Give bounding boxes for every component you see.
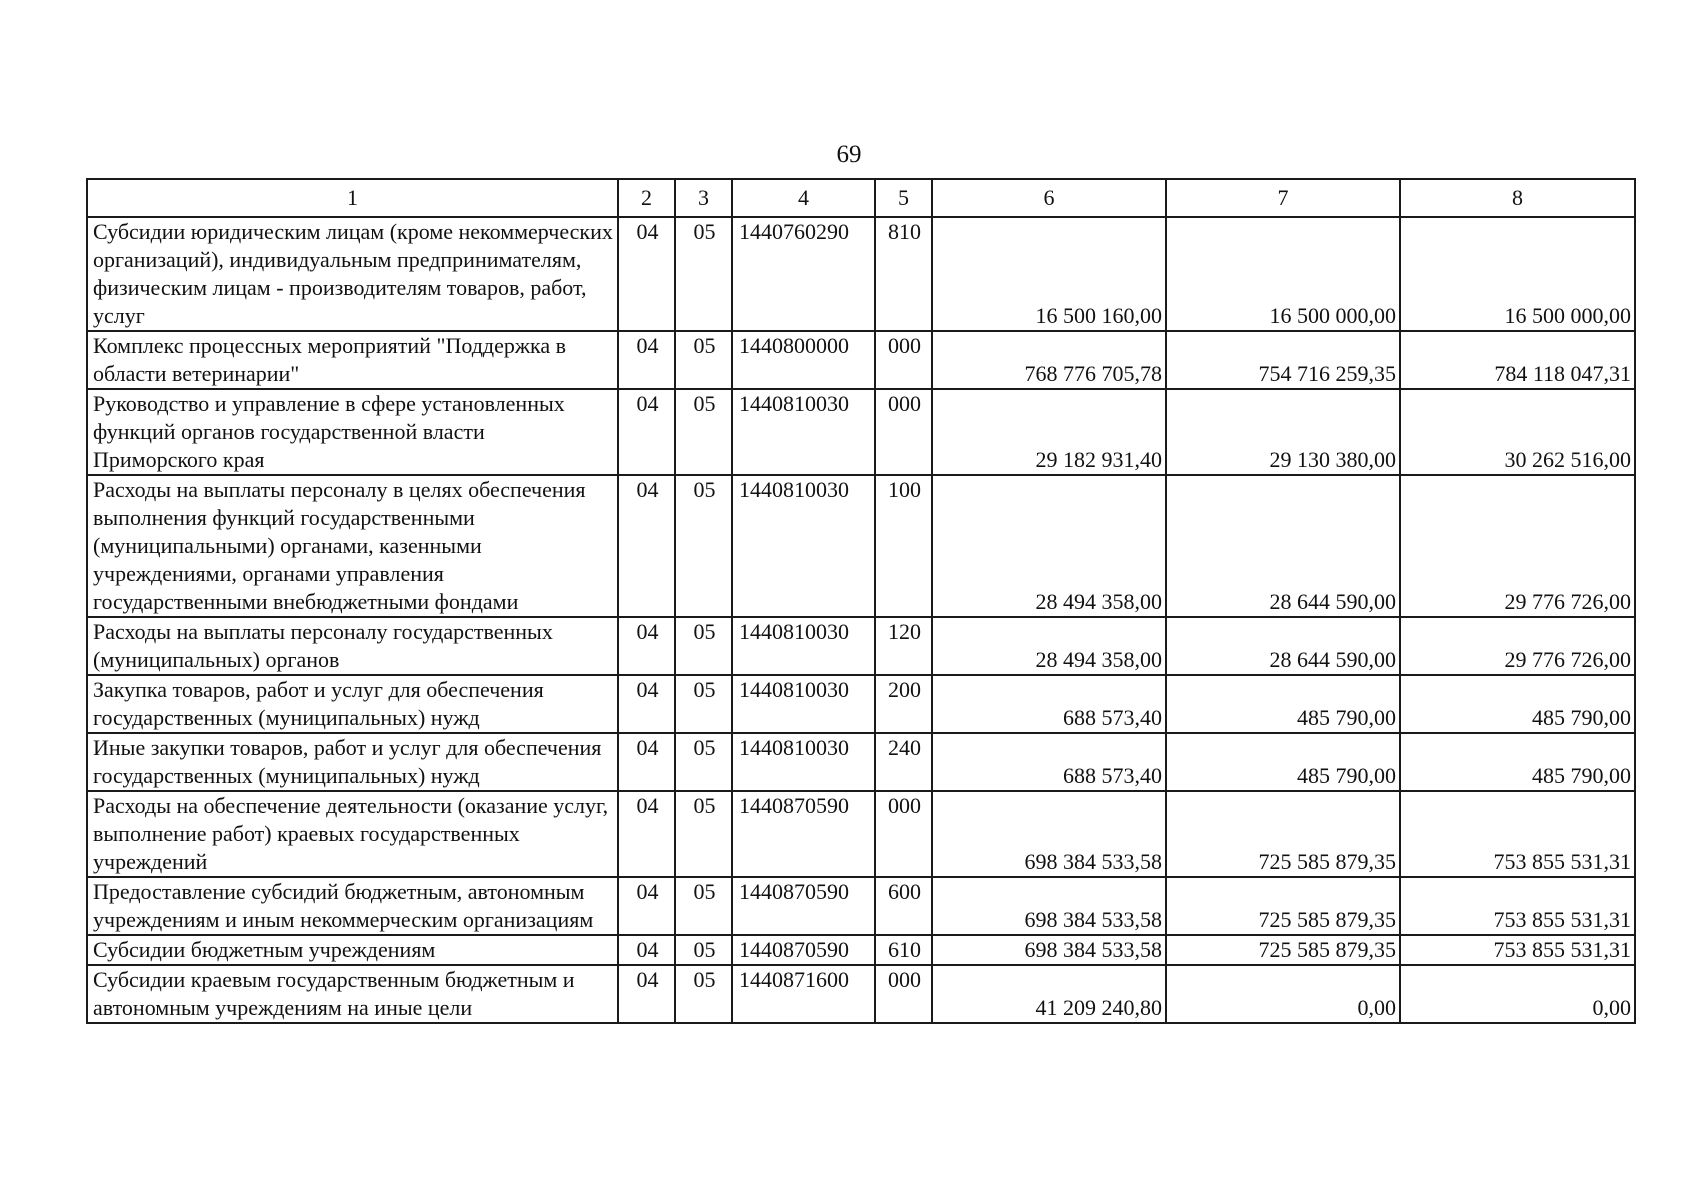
- section-code-cell: 04: [618, 475, 675, 617]
- expense-name-cell: Расходы на выплаты персоналу государственных (муниципальных) органов: [87, 617, 618, 675]
- target-article-cell: 1440810030: [732, 475, 875, 617]
- table-row: [87, 733, 1635, 791]
- subsection-code-cell: 05: [675, 217, 732, 331]
- expense-name-cell: Руководство и управление в сфере установленных функций органов государственной власти Приморского края: [87, 389, 618, 475]
- sum-col-7-cell: 28 644 590,00: [1166, 475, 1400, 617]
- table-row: [87, 217, 1635, 331]
- expense-name-cell: Закупка товаров, работ и услуг для обеспечения государственных (муниципальных) нужд: [87, 675, 618, 733]
- expense-type-cell: 000: [875, 331, 932, 389]
- sum-col-7-cell: 28 644 590,00: [1166, 617, 1400, 675]
- table-row: [87, 965, 1635, 1023]
- section-code-cell: 04: [618, 733, 675, 791]
- target-article-cell: 1440870590: [732, 791, 875, 877]
- sum-col-6-cell: 688 573,40: [932, 733, 1166, 791]
- sum-col-7-cell: 0,00: [1166, 965, 1400, 1023]
- section-code-cell: 04: [618, 935, 675, 965]
- table-row: [87, 389, 1635, 475]
- page-number: 69: [836, 141, 862, 168]
- section-code-cell: 04: [618, 877, 675, 935]
- header-cell-8: 8: [1400, 179, 1635, 217]
- sum-col-8-cell: 29 776 726,00: [1400, 475, 1635, 617]
- sum-col-6-cell: 16 500 160,00: [932, 217, 1166, 331]
- sum-col-7-cell: 485 790,00: [1166, 675, 1400, 733]
- target-article-cell: 1440810030: [732, 675, 875, 733]
- expense-type-cell: 100: [875, 475, 932, 617]
- sum-col-6-cell: 41 209 240,80: [932, 965, 1166, 1023]
- subsection-code-cell: 05: [675, 675, 732, 733]
- expense-type-cell: 610: [875, 935, 932, 965]
- target-article-cell: 1440800000: [732, 331, 875, 389]
- sum-col-8-cell: 16 500 000,00: [1400, 217, 1635, 331]
- sum-col-8-cell: 753 855 531,31: [1400, 791, 1635, 877]
- sum-col-7-cell: 16 500 000,00: [1166, 217, 1400, 331]
- subsection-code-cell: 05: [675, 389, 732, 475]
- target-article-cell: 1440870590: [732, 935, 875, 965]
- expense-type-cell: 600: [875, 877, 932, 935]
- table-row: [87, 475, 1635, 617]
- sum-col-6-cell: 698 384 533,58: [932, 935, 1166, 965]
- sum-col-6-cell: 28 494 358,00: [932, 617, 1166, 675]
- target-article-cell: 1440760290: [732, 217, 875, 331]
- header-cell-4: 4: [732, 179, 875, 217]
- expense-name-cell: Субсидии юридическим лицам (кроме некоммерческих организаций), индивидуальным предпринимателям, физическим лицам - производителям товаров, работ, услуг: [87, 217, 618, 331]
- section-code-cell: 04: [618, 389, 675, 475]
- subsection-code-cell: 05: [675, 733, 732, 791]
- sum-col-8-cell: 784 118 047,31: [1400, 331, 1635, 389]
- expense-type-cell: 120: [875, 617, 932, 675]
- target-article-cell: 1440871600: [732, 965, 875, 1023]
- sum-col-6-cell: 29 182 931,40: [932, 389, 1166, 475]
- sum-col-8-cell: 485 790,00: [1400, 675, 1635, 733]
- subsection-code-cell: 05: [675, 331, 732, 389]
- expense-type-cell: 000: [875, 389, 932, 475]
- section-code-cell: 04: [618, 965, 675, 1023]
- expense-name-cell: Субсидии краевым государственным бюджетным и автономным учреждениям на иные цели: [87, 965, 618, 1023]
- section-code-cell: 04: [618, 331, 675, 389]
- expense-type-cell: 810: [875, 217, 932, 331]
- subsection-code-cell: 05: [675, 791, 732, 877]
- table-row: [87, 617, 1635, 675]
- subsection-code-cell: 05: [675, 965, 732, 1023]
- target-article-cell: 1440810030: [732, 389, 875, 475]
- sum-col-7-cell: 725 585 879,35: [1166, 877, 1400, 935]
- header-cell-5: 5: [875, 179, 932, 217]
- section-code-cell: 04: [618, 675, 675, 733]
- sum-col-6-cell: 698 384 533,58: [932, 791, 1166, 877]
- header-cell-7: 7: [1166, 179, 1400, 217]
- expense-name-cell: Предоставление субсидий бюджетным, автономным учреждениям и иным некоммерческим организациям: [87, 877, 618, 935]
- sum-col-8-cell: 485 790,00: [1400, 733, 1635, 791]
- sum-col-8-cell: 753 855 531,31: [1400, 877, 1635, 935]
- expense-name-cell: Расходы на выплаты персоналу в целях обеспечения выполнения функций государственными (муниципальными) органами, казенными учреждениями, органами управления государственными внебюджетными фондами: [87, 475, 618, 617]
- target-article-cell: 1440810030: [732, 733, 875, 791]
- sum-col-8-cell: 30 262 516,00: [1400, 389, 1635, 475]
- sum-col-6-cell: 688 573,40: [932, 675, 1166, 733]
- table-row: [87, 675, 1635, 733]
- target-article-cell: 1440810030: [732, 617, 875, 675]
- table-row: [87, 877, 1635, 935]
- section-code-cell: 04: [618, 617, 675, 675]
- sum-col-6-cell: 768 776 705,78: [932, 331, 1166, 389]
- subsection-code-cell: 05: [675, 475, 732, 617]
- header-cell-6: 6: [932, 179, 1166, 217]
- expense-name-cell: Комплекс процессных мероприятий "Поддержка в области ветеринарии": [87, 331, 618, 389]
- expense-type-cell: 000: [875, 965, 932, 1023]
- table-row: [87, 935, 1635, 965]
- header-cell-2: 2: [618, 179, 675, 217]
- subsection-code-cell: 05: [675, 877, 732, 935]
- section-code-cell: 04: [618, 217, 675, 331]
- subsection-code-cell: 05: [675, 935, 732, 965]
- sum-col-7-cell: 754 716 259,35: [1166, 331, 1400, 389]
- expense-type-cell: 200: [875, 675, 932, 733]
- sum-col-8-cell: 753 855 531,31: [1400, 935, 1635, 965]
- expense-name-cell: Расходы на обеспечение деятельности (оказание услуг, выполнение работ) краевых государственных учреждений: [87, 791, 618, 877]
- sum-col-8-cell: 0,00: [1400, 965, 1635, 1023]
- section-code-cell: 04: [618, 791, 675, 877]
- table-row: [87, 331, 1635, 389]
- expense-name-cell: Субсидии бюджетным учреждениям: [87, 935, 618, 965]
- subsection-code-cell: 05: [675, 617, 732, 675]
- sum-col-7-cell: 29 130 380,00: [1166, 389, 1400, 475]
- sum-col-8-cell: 29 776 726,00: [1400, 617, 1635, 675]
- expense-type-cell: 000: [875, 791, 932, 877]
- expense-name-cell: Иные закупки товаров, работ и услуг для обеспечения государственных (муниципальных) нужд: [87, 733, 618, 791]
- target-article-cell: 1440870590: [732, 877, 875, 935]
- sum-col-7-cell: 725 585 879,35: [1166, 791, 1400, 877]
- header-cell-1: 1: [87, 179, 618, 217]
- sum-col-6-cell: 28 494 358,00: [932, 475, 1166, 617]
- budget-table: [86, 178, 1636, 1024]
- sum-col-6-cell: 698 384 533,58: [932, 877, 1166, 935]
- header-cell-3: 3: [675, 179, 732, 217]
- sum-col-7-cell: 485 790,00: [1166, 733, 1400, 791]
- sum-col-7-cell: 725 585 879,35: [1166, 935, 1400, 965]
- table-row: [87, 791, 1635, 877]
- expense-type-cell: 240: [875, 733, 932, 791]
- table-header-row: [87, 179, 1635, 217]
